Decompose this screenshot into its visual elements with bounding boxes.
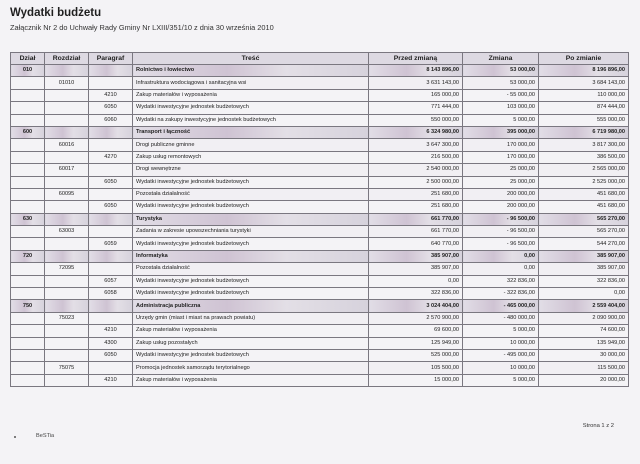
cell-dzial	[11, 312, 45, 324]
cell-przed-zmiana: 640 770,00	[369, 238, 463, 250]
cell-po-zmianie: 385 907,00	[539, 250, 629, 262]
cell-tresc: Zakup materiałów i wyposażenia	[133, 374, 369, 386]
cell-po-zmianie: 451 680,00	[539, 188, 629, 200]
cell-paragraf	[89, 312, 133, 324]
cell-tresc: Turystyka	[133, 213, 369, 225]
cell-paragraf	[89, 362, 133, 374]
cell-paragraf	[89, 226, 133, 238]
table-row-rozdzial	[11, 312, 629, 324]
cell-paragraf: 6058	[89, 288, 133, 300]
cell-paragraf	[89, 188, 133, 200]
cell-zmiana: 10 000,00	[463, 362, 539, 374]
cell-zmiana: 395 000,00	[463, 126, 539, 138]
cell-przed-zmiana: 251 680,00	[369, 201, 463, 213]
cell-przed-zmiana: 525 000,00	[369, 349, 463, 361]
table-header-row	[11, 53, 629, 65]
cell-rozdzial: 01010	[45, 77, 89, 89]
cell-dzial	[11, 288, 45, 300]
table-row-dzial	[11, 213, 629, 225]
cell-zmiana: 25 000,00	[463, 164, 539, 176]
table-row-paragraf	[11, 89, 629, 101]
cell-paragraf	[89, 77, 133, 89]
cell-paragraf: 6050	[89, 349, 133, 361]
cell-dzial	[11, 325, 45, 337]
cell-paragraf	[89, 65, 133, 77]
cell-dzial	[11, 176, 45, 188]
cell-po-zmianie: 74 600,00	[539, 325, 629, 337]
cell-zmiana: 0,00	[463, 263, 539, 275]
cell-zmiana: 322 836,00	[463, 275, 539, 287]
cell-zmiana: 10 000,00	[463, 337, 539, 349]
table-row-paragraf	[11, 114, 629, 126]
cell-po-zmianie: 30 000,00	[539, 349, 629, 361]
table-row-paragraf	[11, 238, 629, 250]
cell-tresc: Administracja publiczna	[133, 300, 369, 312]
cell-przed-zmiana: 2 570 900,00	[369, 312, 463, 324]
cell-po-zmianie: 0,00	[539, 288, 629, 300]
cell-przed-zmiana: 216 500,00	[369, 151, 463, 163]
cell-dzial: 630	[11, 213, 45, 225]
cell-przed-zmiana: 15 000,00	[369, 374, 463, 386]
cell-przed-zmiana: 0,00	[369, 275, 463, 287]
cell-dzial	[11, 201, 45, 213]
cell-dzial: 750	[11, 300, 45, 312]
table-row-dzial	[11, 65, 629, 77]
cell-paragraf	[89, 164, 133, 176]
cell-zmiana: 53 000,00	[463, 77, 539, 89]
cell-rozdzial	[45, 275, 89, 287]
cell-rozdzial: 72095	[45, 263, 89, 275]
cell-po-zmianie: 451 680,00	[539, 201, 629, 213]
col-header-przed-zmiana: Przed zmianą	[369, 53, 463, 65]
cell-rozdzial	[45, 102, 89, 114]
cell-zmiana: 5 000,00	[463, 325, 539, 337]
cell-po-zmianie: 6 719 980,00	[539, 126, 629, 138]
cell-rozdzial: 60017	[45, 164, 89, 176]
table-row-rozdzial	[11, 188, 629, 200]
cell-rozdzial	[45, 114, 89, 126]
cell-dzial: 720	[11, 250, 45, 262]
cell-tresc: Wydatki inwestycyjne jednostek budżetowych	[133, 349, 369, 361]
cell-po-zmianie: 20 000,00	[539, 374, 629, 386]
cell-zmiana: - 322 836,00	[463, 288, 539, 300]
cell-po-zmianie: 110 000,00	[539, 89, 629, 101]
cell-zmiana: 103 000,00	[463, 102, 539, 114]
cell-po-zmianie: 386 500,00	[539, 151, 629, 163]
cell-paragraf	[89, 126, 133, 138]
col-header-rozdzial: Rozdział	[45, 53, 89, 65]
cell-tresc: Urzędy gmin (miast i miast na prawach powiatu)	[133, 312, 369, 324]
cell-tresc: Infrastruktura wodociągowa i sanitacyjna wsi	[133, 77, 369, 89]
cell-tresc: Wydatki inwestycyjne jednostek budżetowych	[133, 288, 369, 300]
cell-tresc: Wydatki inwestycyjne jednostek budżetowych	[133, 275, 369, 287]
table-row-dzial	[11, 126, 629, 138]
table-row-rozdzial	[11, 164, 629, 176]
cell-dzial	[11, 362, 45, 374]
cell-przed-zmiana: 322 836,00	[369, 288, 463, 300]
cell-dzial	[11, 238, 45, 250]
cell-paragraf: 6059	[89, 238, 133, 250]
page-number: Strona 1 z 2	[582, 423, 614, 429]
cell-po-zmianie: 3 817 300,00	[539, 139, 629, 151]
cell-zmiana: 200 000,00	[463, 188, 539, 200]
col-header-po-zmianie: Po zmianie	[539, 53, 629, 65]
cell-dzial	[11, 102, 45, 114]
cell-rozdzial	[45, 213, 89, 225]
cell-dzial	[11, 164, 45, 176]
table-row-paragraf	[11, 337, 629, 349]
table-row-paragraf	[11, 176, 629, 188]
cell-przed-zmiana: 3 631 143,00	[369, 77, 463, 89]
cell-tresc: Drogi publiczne gminne	[133, 139, 369, 151]
footer-software-label: BeSTia	[36, 433, 55, 439]
cell-zmiana: 200 000,00	[463, 201, 539, 213]
scan-mark	[14, 436, 16, 438]
cell-zmiana: 0,00	[463, 250, 539, 262]
cell-tresc: Transport i łączność	[133, 126, 369, 138]
table-row-rozdzial	[11, 226, 629, 238]
cell-rozdzial: 63003	[45, 226, 89, 238]
cell-zmiana: - 96 500,00	[463, 238, 539, 250]
cell-rozdzial: 60016	[45, 139, 89, 151]
cell-przed-zmiana: 550 000,00	[369, 114, 463, 126]
cell-po-zmianie: 544 270,00	[539, 238, 629, 250]
cell-rozdzial	[45, 300, 89, 312]
cell-tresc: Zakup usług remontowych	[133, 151, 369, 163]
cell-tresc: Wydatki na zakupy inwestycyjne jednostek budżetowych	[133, 114, 369, 126]
cell-po-zmianie: 565 270,00	[539, 226, 629, 238]
cell-dzial	[11, 114, 45, 126]
cell-rozdzial	[45, 374, 89, 386]
col-header-dzial: Dział	[11, 53, 45, 65]
cell-tresc: Zakup usług pozostałych	[133, 337, 369, 349]
cell-po-zmianie: 3 684 143,00	[539, 77, 629, 89]
cell-tresc: Zadania w zakresie upowszechniania turystyki	[133, 226, 369, 238]
cell-paragraf	[89, 263, 133, 275]
cell-przed-zmiana: 105 500,00	[369, 362, 463, 374]
table-row-paragraf	[11, 349, 629, 361]
col-header-tresc: Treść	[133, 53, 369, 65]
cell-zmiana: - 55 000,00	[463, 89, 539, 101]
table-row-rozdzial	[11, 77, 629, 89]
cell-przed-zmiana: 8 143 896,00	[369, 65, 463, 77]
cell-zmiana: 5 000,00	[463, 114, 539, 126]
table-row-paragraf	[11, 201, 629, 213]
cell-po-zmianie: 2 559 404,00	[539, 300, 629, 312]
cell-rozdzial	[45, 65, 89, 77]
cell-dzial	[11, 226, 45, 238]
cell-paragraf: 6060	[89, 114, 133, 126]
cell-dzial	[11, 263, 45, 275]
cell-przed-zmiana: 125 949,00	[369, 337, 463, 349]
cell-rozdzial	[45, 337, 89, 349]
cell-dzial	[11, 151, 45, 163]
table-row-paragraf	[11, 102, 629, 114]
cell-dzial	[11, 275, 45, 287]
cell-paragraf: 4300	[89, 337, 133, 349]
cell-paragraf: 4210	[89, 89, 133, 101]
cell-po-zmianie: 385 907,00	[539, 263, 629, 275]
cell-dzial	[11, 349, 45, 361]
cell-rozdzial: 75075	[45, 362, 89, 374]
document-subtitle: Załącznik Nr 2 do Uchwały Rady Gminy Nr LXIII/351/10 z dnia 30 września 2010	[10, 23, 274, 32]
cell-tresc: Wydatki inwestycyjne jednostek budżetowych	[133, 238, 369, 250]
cell-dzial	[11, 337, 45, 349]
col-header-paragraf: Paragraf	[89, 53, 133, 65]
table-row-rozdzial	[11, 139, 629, 151]
cell-paragraf: 4210	[89, 325, 133, 337]
cell-rozdzial: 60095	[45, 188, 89, 200]
cell-tresc: Zakup materiałów i wyposażenia	[133, 89, 369, 101]
cell-paragraf	[89, 300, 133, 312]
cell-rozdzial	[45, 288, 89, 300]
cell-rozdzial	[45, 126, 89, 138]
cell-dzial: 010	[11, 65, 45, 77]
cell-tresc: Pozostała działalność	[133, 188, 369, 200]
table-row-paragraf	[11, 151, 629, 163]
table-row-rozdzial	[11, 263, 629, 275]
table-row-paragraf	[11, 325, 629, 337]
cell-tresc: Wydatki inwestycyjne jednostek budżetowych	[133, 102, 369, 114]
cell-przed-zmiana: 385 907,00	[369, 263, 463, 275]
cell-zmiana: 170 000,00	[463, 139, 539, 151]
cell-tresc: Wydatki inwestycyjne jednostek budżetowych	[133, 201, 369, 213]
cell-paragraf: 6050	[89, 176, 133, 188]
cell-rozdzial	[45, 89, 89, 101]
cell-tresc: Rolnictwo i łowiectwo	[133, 65, 369, 77]
cell-tresc: Promocja jednostek samorządu terytorialnego	[133, 362, 369, 374]
cell-paragraf: 6057	[89, 275, 133, 287]
document-title: Wydatki budżetu	[10, 7, 102, 19]
cell-po-zmianie: 555 000,00	[539, 114, 629, 126]
col-header-zmiana: Zmiana	[463, 53, 539, 65]
cell-tresc: Pozostała działalność	[133, 263, 369, 275]
cell-dzial	[11, 139, 45, 151]
cell-przed-zmiana: 165 000,00	[369, 89, 463, 101]
budget-table	[10, 52, 629, 387]
cell-po-zmianie: 135 949,00	[539, 337, 629, 349]
cell-paragraf: 4210	[89, 374, 133, 386]
cell-przed-zmiana: 3 647 300,00	[369, 139, 463, 151]
cell-rozdzial	[45, 176, 89, 188]
cell-tresc: Wydatki inwestycyjne jednostek budżetowych	[133, 176, 369, 188]
cell-dzial	[11, 89, 45, 101]
cell-tresc: Zakup materiałów i wyposażenia	[133, 325, 369, 337]
cell-dzial: 600	[11, 126, 45, 138]
cell-po-zmianie: 8 196 896,00	[539, 65, 629, 77]
cell-po-zmianie: 565 270,00	[539, 213, 629, 225]
cell-dzial	[11, 77, 45, 89]
cell-zmiana: 170 000,00	[463, 151, 539, 163]
cell-dzial	[11, 188, 45, 200]
cell-paragraf	[89, 250, 133, 262]
cell-paragraf: 6050	[89, 201, 133, 213]
cell-zmiana: - 480 000,00	[463, 312, 539, 324]
cell-dzial	[11, 374, 45, 386]
table-body	[11, 65, 629, 387]
cell-przed-zmiana: 3 024 404,00	[369, 300, 463, 312]
cell-przed-zmiana: 385 907,00	[369, 250, 463, 262]
table-row-paragraf	[11, 275, 629, 287]
cell-po-zmianie: 2 565 000,00	[539, 164, 629, 176]
cell-paragraf: 6050	[89, 102, 133, 114]
cell-zmiana: 53 000,00	[463, 65, 539, 77]
cell-zmiana: 5 000,00	[463, 374, 539, 386]
cell-przed-zmiana: 2 540 000,00	[369, 164, 463, 176]
cell-rozdzial	[45, 325, 89, 337]
cell-paragraf	[89, 139, 133, 151]
cell-przed-zmiana: 771 444,00	[369, 102, 463, 114]
cell-rozdzial	[45, 201, 89, 213]
cell-tresc: Informatyka	[133, 250, 369, 262]
cell-paragraf	[89, 213, 133, 225]
cell-przed-zmiana: 6 324 980,00	[369, 126, 463, 138]
cell-po-zmianie: 874 444,00	[539, 102, 629, 114]
cell-przed-zmiana: 251 680,00	[369, 188, 463, 200]
cell-zmiana: - 96 500,00	[463, 213, 539, 225]
cell-po-zmianie: 2 090 900,00	[539, 312, 629, 324]
cell-przed-zmiana: 661 770,00	[369, 226, 463, 238]
cell-rozdzial	[45, 250, 89, 262]
cell-przed-zmiana: 69 600,00	[369, 325, 463, 337]
cell-zmiana: - 96 500,00	[463, 226, 539, 238]
cell-po-zmianie: 2 525 000,00	[539, 176, 629, 188]
table-row-dzial	[11, 300, 629, 312]
table-row-dzial	[11, 250, 629, 262]
cell-rozdzial	[45, 151, 89, 163]
cell-paragraf: 4270	[89, 151, 133, 163]
table-row-rozdzial	[11, 362, 629, 374]
cell-po-zmianie: 322 836,00	[539, 275, 629, 287]
cell-przed-zmiana: 2 500 000,00	[369, 176, 463, 188]
cell-rozdzial	[45, 238, 89, 250]
table-row-paragraf	[11, 288, 629, 300]
cell-po-zmianie: 115 500,00	[539, 362, 629, 374]
cell-zmiana: - 495 000,00	[463, 349, 539, 361]
cell-rozdzial	[45, 349, 89, 361]
table-row-paragraf	[11, 374, 629, 386]
cell-rozdzial: 75023	[45, 312, 89, 324]
cell-tresc: Drogi wewnętrzne	[133, 164, 369, 176]
cell-zmiana: - 465 000,00	[463, 300, 539, 312]
cell-przed-zmiana: 661 770,00	[369, 213, 463, 225]
cell-zmiana: 25 000,00	[463, 176, 539, 188]
